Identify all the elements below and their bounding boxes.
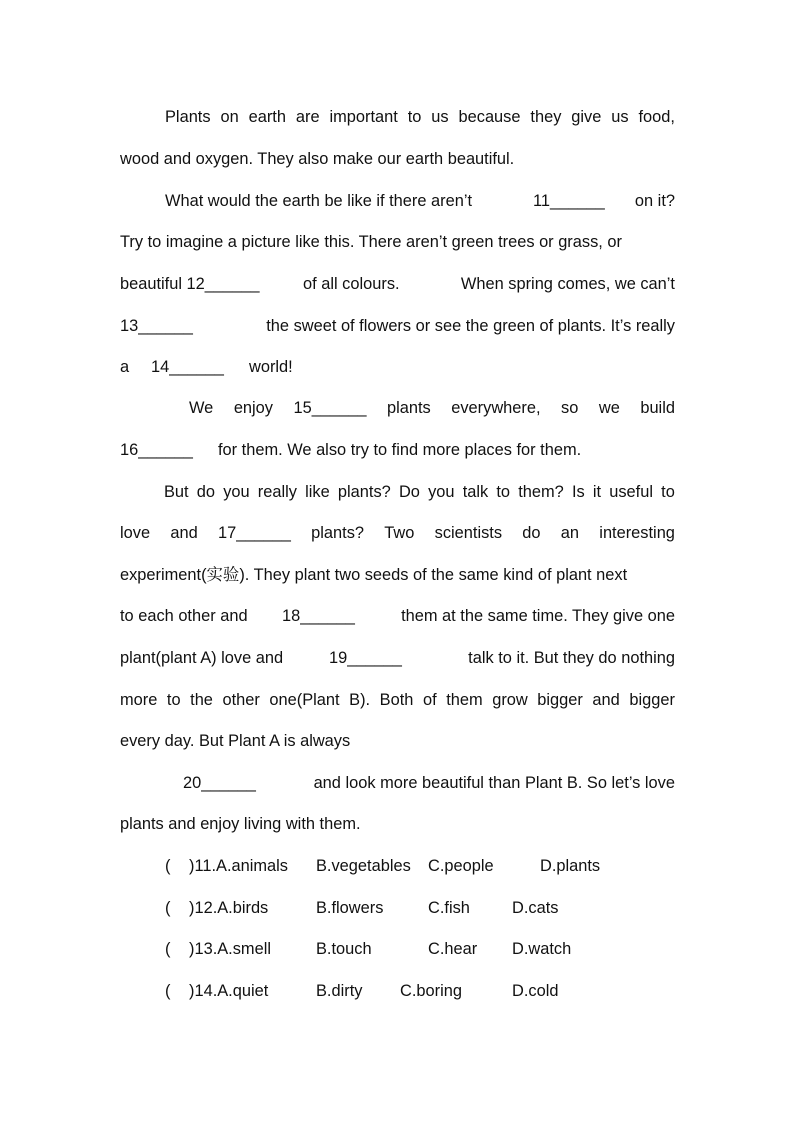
- option-c: C.people: [428, 857, 494, 875]
- word: on: [220, 108, 239, 126]
- blank-11: 11______: [533, 192, 605, 210]
- text-segment: to each other and: [120, 607, 248, 625]
- blank-15: 15______: [293, 399, 367, 417]
- passage-line: [164, 480, 675, 504]
- option-b: B.flowers: [316, 899, 384, 917]
- word: do: [196, 483, 216, 501]
- word: Plants: [165, 108, 211, 126]
- word: bigger: [537, 691, 583, 709]
- passage-line: experiment(实验). They plant two seeds of the same kind of plant next: [120, 566, 628, 584]
- word: because: [458, 108, 521, 126]
- text-segment: on it?: [634, 192, 675, 210]
- word: and: [170, 524, 198, 542]
- option-d: D.watch: [512, 940, 572, 958]
- answer-paren: (: [165, 899, 171, 917]
- passage-line: [120, 521, 675, 545]
- word: useful: [609, 483, 653, 501]
- passage-line: wood and oxygen. They also make our earth beautiful.: [120, 150, 515, 168]
- word: interesting: [599, 524, 675, 542]
- word: do: [522, 524, 541, 542]
- passage-line: [120, 438, 675, 462]
- text-segment: When spring comes, we can’t: [460, 275, 675, 293]
- option-c: C.hear: [428, 940, 478, 958]
- passage-line: [120, 314, 675, 338]
- word: important: [329, 108, 398, 126]
- answer-paren: (: [165, 857, 171, 875]
- answer-paren: (: [165, 982, 171, 1000]
- word: plants?: [311, 524, 365, 542]
- word: you: [223, 483, 250, 501]
- text-segment: a: [120, 358, 130, 376]
- word: We: [189, 399, 214, 417]
- word: us: [611, 108, 629, 126]
- passage-line: [189, 396, 675, 420]
- blank-19: 19______: [329, 649, 402, 667]
- word: of: [422, 691, 437, 709]
- word: us: [431, 108, 449, 126]
- option-d: D.cats: [512, 899, 559, 917]
- word: give: [571, 108, 602, 126]
- option-d: D.cold: [512, 982, 559, 1000]
- word: grow: [492, 691, 528, 709]
- word: build: [640, 399, 675, 417]
- text-segment: What would the earth be like if there aren’t: [165, 192, 473, 210]
- blank-14: 14______: [151, 358, 224, 376]
- word: like: [305, 483, 330, 501]
- word: But: [164, 483, 189, 501]
- word: Two: [384, 524, 415, 542]
- text-segment: for them. We also try to find more places for them.: [218, 441, 582, 459]
- word: B).: [349, 691, 371, 709]
- blank-16: 16______: [120, 441, 193, 459]
- word: other: [222, 691, 260, 709]
- text-segment: them at the same time. They give one: [401, 607, 675, 625]
- word: so: [561, 399, 579, 417]
- passage-line: [120, 272, 675, 296]
- passage-line: every day. But Plant A is always: [120, 732, 351, 750]
- word: bigger: [629, 691, 675, 709]
- word: enjoy: [233, 399, 273, 417]
- word: really: [257, 483, 297, 501]
- text-segment: and look more beautiful than Plant B. So let’s love: [313, 774, 675, 792]
- passage-line: [165, 189, 675, 213]
- word: the: [190, 691, 213, 709]
- word: and: [592, 691, 620, 709]
- answer-paren: (: [165, 940, 171, 958]
- passage-line: plants and enjoy living with them.: [120, 815, 361, 833]
- word: food,: [638, 108, 675, 126]
- word: more: [120, 691, 158, 709]
- passage-line: [120, 646, 675, 670]
- word: we: [598, 399, 620, 417]
- word: are: [295, 108, 320, 126]
- passage-line: [120, 688, 675, 712]
- text-segment: world!: [249, 358, 293, 376]
- option-a: )14.A.quiet: [189, 982, 269, 1000]
- word: everywhere,: [451, 399, 541, 417]
- question-11: [0, 854, 794, 878]
- passage-line: Try to imagine a picture like this. There aren’t green trees or grass, or: [120, 233, 622, 251]
- question-14: [0, 979, 794, 1003]
- text-segment: plant(plant A) love and: [120, 649, 284, 667]
- option-b: B.dirty: [316, 982, 363, 1000]
- option-c: C.boring: [400, 982, 462, 1000]
- word: them: [446, 691, 483, 709]
- passage-line: [120, 355, 675, 379]
- word: plants?: [337, 483, 391, 501]
- option-b: B.vegetables: [316, 857, 411, 875]
- option-b: B.touch: [316, 940, 372, 958]
- word: you: [428, 483, 455, 501]
- word: an: [560, 524, 580, 542]
- word: earth: [248, 108, 286, 126]
- option-a: )13.A.smell: [189, 940, 271, 958]
- word: plants: [386, 399, 431, 417]
- word: talk: [462, 483, 489, 501]
- word: Do: [398, 483, 420, 501]
- word: love: [120, 524, 151, 542]
- option-a: )11.A.animals: [189, 857, 288, 875]
- blank-18: 18______: [282, 607, 355, 625]
- blank-20: 20______: [183, 774, 256, 792]
- word: to: [661, 483, 675, 501]
- word: Both: [379, 691, 414, 709]
- word: it: [592, 483, 602, 501]
- blank-13: 13______: [120, 317, 193, 335]
- passage-line: [183, 771, 675, 795]
- text-segment: talk to it. But they do nothing: [468, 649, 675, 667]
- word: to: [407, 108, 422, 126]
- question-12: [0, 896, 794, 920]
- option-a: )12.A.birds: [189, 899, 269, 917]
- question-13: [0, 937, 794, 961]
- option-c: C.fish: [428, 899, 470, 917]
- word: to: [166, 691, 181, 709]
- option-d: D.plants: [540, 857, 601, 875]
- text-segment: of all colours.: [303, 275, 400, 293]
- word: to: [496, 483, 511, 501]
- word: Is: [571, 483, 585, 501]
- passage-line: [120, 604, 675, 628]
- passage-line: [165, 105, 675, 129]
- word: one(Plant: [269, 691, 340, 709]
- word: scientists: [434, 524, 503, 542]
- word: they: [530, 108, 562, 126]
- blank-12: beautiful 12______: [120, 275, 260, 293]
- word: them?: [518, 483, 564, 501]
- blank-17: 17______: [217, 524, 291, 542]
- text-segment: the sweet of flowers or see the green of plants. It’s really: [266, 317, 675, 335]
